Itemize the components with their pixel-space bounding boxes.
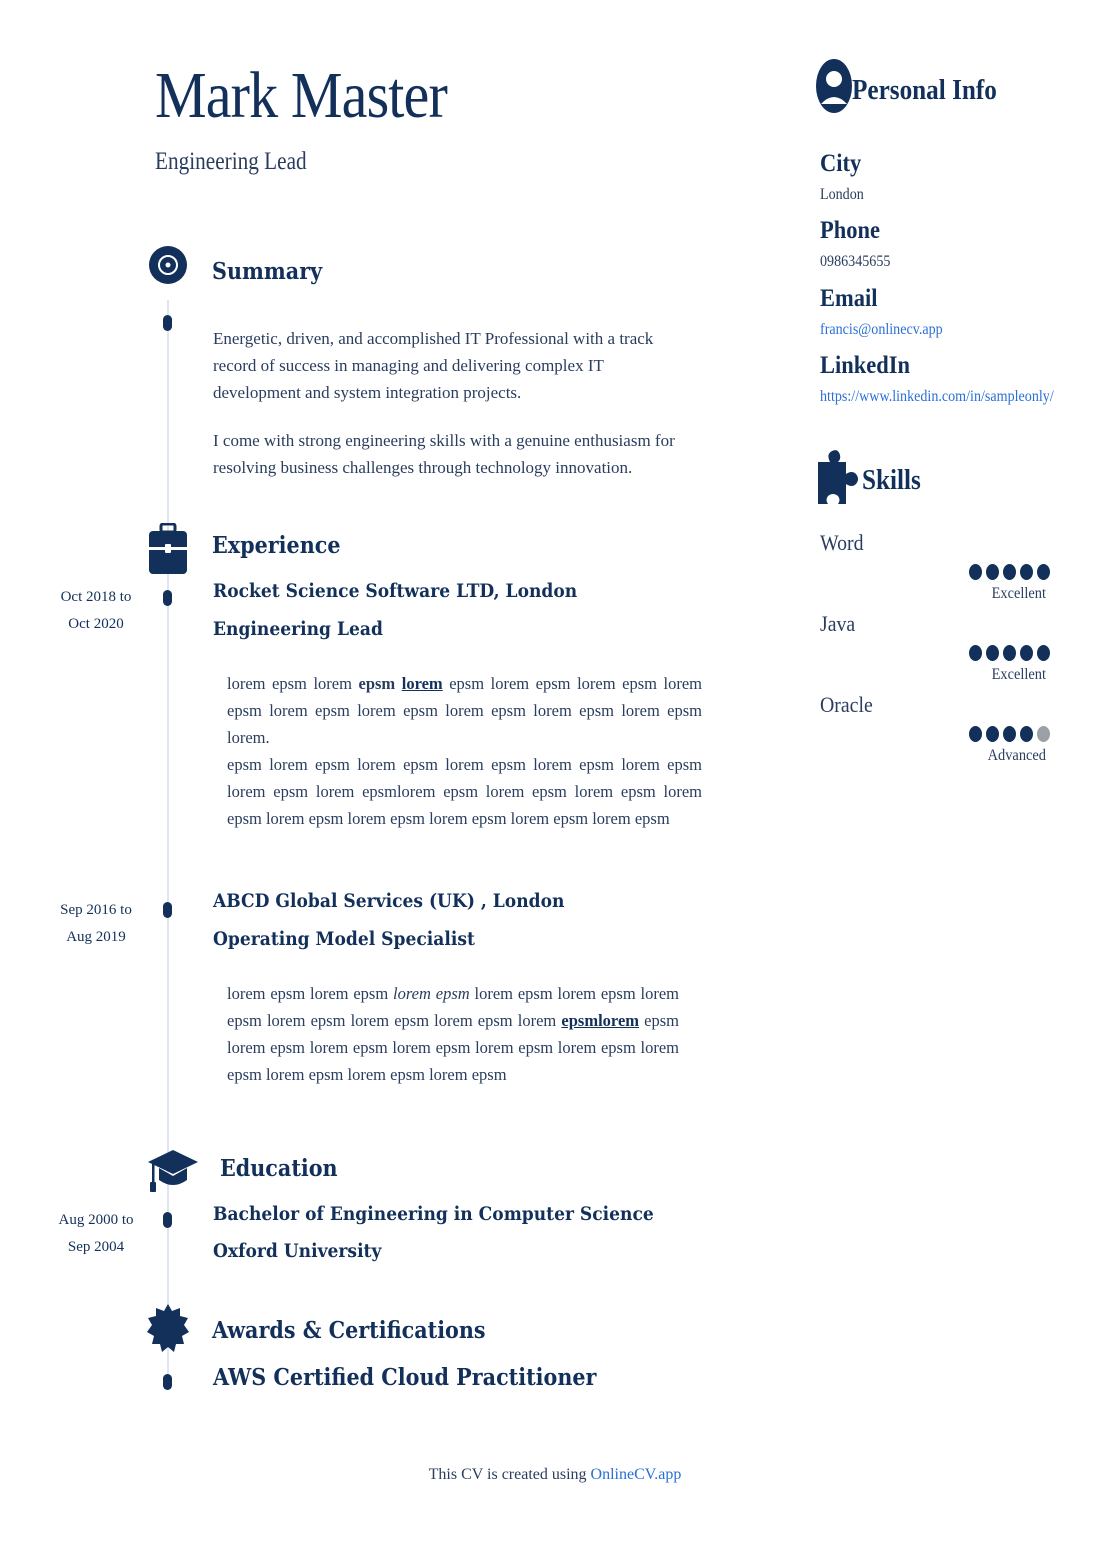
job-1-position: Engineering Lead	[213, 618, 383, 640]
candidate-name: Mark Master	[155, 59, 447, 132]
education-degree: Bachelor of Engineering in Computer Science	[213, 1203, 654, 1225]
timeline-dot	[163, 902, 172, 918]
timeline-dot	[163, 315, 172, 331]
rating-dot	[1003, 645, 1016, 661]
footer	[0, 1466, 1110, 1484]
puzzle-icon	[816, 448, 860, 511]
skill-name: Java	[820, 611, 856, 636]
job-2-desc-link[interactable]: epsmlorem	[561, 1011, 640, 1030]
linkedin-link[interactable]: https://www.linkedin.com/in/sampleonly/	[820, 388, 1054, 405]
job-1-date-to: Oct 2020	[68, 616, 124, 632]
awards-title: Awards & Certifications	[212, 1317, 486, 1344]
job-1-date-from: Oct 2018 to	[60, 589, 132, 605]
phone-label: Phone	[820, 217, 881, 244]
rating-dot	[969, 564, 982, 580]
award-item: AWS Certified Cloud Practitioner	[213, 1364, 597, 1391]
skills-title: Skills	[862, 465, 921, 496]
user-icon	[815, 58, 853, 119]
job-2-date-from: Sep 2016 to	[60, 902, 132, 918]
footer-link[interactable]: OnlineCV.app	[590, 1466, 682, 1483]
rating-dot	[1020, 726, 1033, 742]
timeline-dot	[163, 1374, 172, 1390]
job-2-desc-text-3: epsm lorem epsm lorem epsm lorem epsm lorem epsm lorem epsm lorem epsm lorem epsm lorem epsm lorem epsm	[227, 1011, 679, 1084]
education-school: Oxford University	[213, 1240, 382, 1262]
rating-dot	[1003, 564, 1016, 580]
rating-dot	[1037, 564, 1050, 580]
job-2-desc-text-2: lorem epsm lorem epsm lorem epsm lorem epsm lorem epsm lorem epsm lorem	[227, 984, 679, 1030]
skill-rating	[969, 726, 1050, 742]
candidate-role: Engineering Lead	[155, 148, 307, 175]
rating-dot	[986, 564, 999, 580]
job-1-desc-bold: epsm	[358, 674, 396, 693]
linkedin-label: LinkedIn	[820, 352, 911, 379]
email-link[interactable]: francis@onlinecv.app	[820, 321, 943, 338]
skill-level: Advanced	[987, 747, 1046, 764]
rating-dot	[969, 726, 982, 742]
skill-level: Excellent	[991, 585, 1046, 602]
rating-dot	[986, 645, 999, 661]
rating-dot	[1037, 645, 1050, 661]
skill-name: Word	[820, 530, 864, 555]
job-2-desc-italic: lorem epsm	[393, 984, 470, 1003]
graduation-cap-icon	[147, 1148, 199, 1199]
summary-paragraph-1: Energetic, driven, and accomplished IT Professional with a track record of success in managing and delivering complex IT development and system integration projects.	[213, 329, 654, 402]
summary-paragraph-2: I come with strong engineering skills with a genuine enthusiasm for resolving business challenges through technology innovation.	[213, 431, 675, 477]
summary-title: Summary	[212, 258, 323, 285]
rating-dot	[1020, 564, 1033, 580]
education-dates	[51, 1207, 141, 1261]
email-label: Email	[820, 285, 878, 312]
briefcase-icon	[148, 523, 188, 580]
job-1-dates	[51, 584, 141, 638]
job-1-desc-link[interactable]: lorem	[401, 674, 443, 693]
job-1-desc-text-2: epsm lorem epsm lorem epsm lorem epsm lorem epsm lorem epsm lorem epsm lorem epsm lorem epsm lorem.	[227, 674, 702, 747]
personal-info-title: Personal Info	[852, 75, 997, 106]
education-title: Education	[220, 1155, 338, 1182]
skill-level: Excellent	[991, 666, 1046, 683]
award-badge-icon	[147, 1304, 189, 1369]
job-2-desc-text: lorem epsm lorem epsm	[227, 984, 394, 1003]
job-2-position: Operating Model Specialist	[213, 928, 475, 950]
job-2-dates	[51, 897, 141, 951]
job-2-description	[227, 980, 679, 1088]
timeline-dot	[163, 590, 172, 606]
education-date-from: Aug 2000 to	[58, 1212, 134, 1228]
footer-text: This CV is created using	[428, 1466, 591, 1483]
target-icon	[149, 246, 187, 284]
skill-rating	[969, 564, 1050, 580]
city-label: City	[820, 150, 862, 177]
skill-name: Oracle	[820, 692, 873, 717]
skill-rating	[969, 645, 1050, 661]
job-1-desc-text: lorem epsm lorem	[227, 674, 359, 693]
job-1-desc-text-3: epsm lorem epsm lorem epsm lorem epsm lorem epsm lorem epsm lorem epsm lorem epsmlorem epsm lorem epsm lorem epsm lorem epsm lorem epsm lorem epsm lorem epsm lorem epsm lorem epsm	[227, 755, 702, 828]
job-1-description	[227, 670, 702, 832]
rating-dot	[986, 726, 999, 742]
rating-dot	[1037, 726, 1050, 742]
job-1-company: Rocket Science Software LTD, London	[213, 580, 578, 602]
job-2-company: ABCD Global Services (UK) , London	[213, 890, 565, 912]
rating-dot	[1003, 726, 1016, 742]
city-value: London	[820, 186, 864, 203]
rating-dot	[969, 645, 982, 661]
rating-dot	[1020, 645, 1033, 661]
phone-value: 0986345655	[820, 253, 891, 270]
education-date-to: Sep 2004	[67, 1239, 125, 1255]
job-2-date-to: Aug 2019	[66, 929, 126, 945]
timeline-dot	[163, 1212, 172, 1228]
experience-title: Experience	[212, 532, 341, 559]
